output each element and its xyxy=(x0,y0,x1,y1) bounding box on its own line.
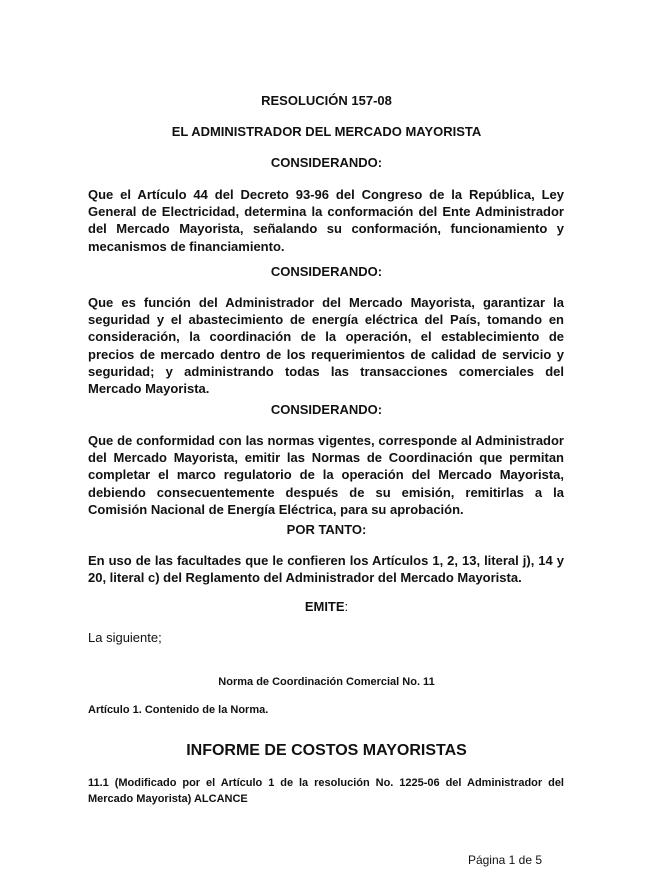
paragraph-1: Que el Artículo 44 del Decreto 93-96 del Congreso de la República, Ley General de Electricidad, determina la conformación del Ente Administrador del Mercado Mayorista, señalando su conformación, funcionamiento y mecanismos de financiamiento. xyxy=(88,187,564,254)
paragraph-3: Que de conformidad con las normas vigentes, corresponde al Administrador del Mercado Mayorista, emitir las Normas de Coordinación que permitan completar el marco regulatorio de la operación del Mercado Mayorista, debiendo consecuentemente después de su emisión, remitirlas a la Comisión Nacional de Energía Eléctrica, para su aprobación. xyxy=(88,433,564,517)
la-siguiente-text: La siguiente; xyxy=(88,630,162,645)
section-11-1: 11.1 (Modificado por el Artículo 1 de la resolución No. 1225-06 del Administrador del Mercado Mayorista) ALCANCE xyxy=(88,777,564,805)
considerando-heading-2: CONSIDERANDO: xyxy=(270,264,383,279)
por-tanto-heading: POR TANTO: xyxy=(286,522,367,537)
considerando-heading-1: CONSIDERANDO: xyxy=(270,155,383,170)
page-number-footer: Página 1 de 5 xyxy=(467,853,542,867)
considerando-heading-3: CONSIDERANDO: xyxy=(270,402,383,417)
emite-word: EMITE xyxy=(304,599,345,614)
resolution-title: RESOLUCIÓN 157-08 xyxy=(261,93,392,108)
informe-title: INFORME DE COSTOS MAYORISTAS xyxy=(186,742,467,759)
norma-title: Norma de Coordinación Comercial No. 11 xyxy=(218,676,435,688)
paragraph-4: En uso de las facultades que le confieren los Artículos 1, 2, 13, literal j), 14 y 20, literal c) del Reglamento del Administrador del Mercado Mayorista. xyxy=(88,553,564,586)
issuer-heading: EL ADMINISTRADOR DEL MERCADO MAYORISTA xyxy=(171,124,482,139)
paragraph-2: Que es función del Administrador del Mercado Mayorista, garantizar la seguridad y el abastecimiento de energía eléctrica del País, tomando en consideración, la coordinación de la operación, el establecimiento de precios de mercado dentro de los requerimientos de calidad de servicio y seguridad; y administrando todas las transacciones comerciales del Mercado Mayorista. xyxy=(88,295,564,397)
emite-colon: : xyxy=(344,599,349,614)
articulo-1-heading: Artículo 1. Contenido de la Norma. xyxy=(88,704,269,716)
emite-heading xyxy=(88,599,565,614)
